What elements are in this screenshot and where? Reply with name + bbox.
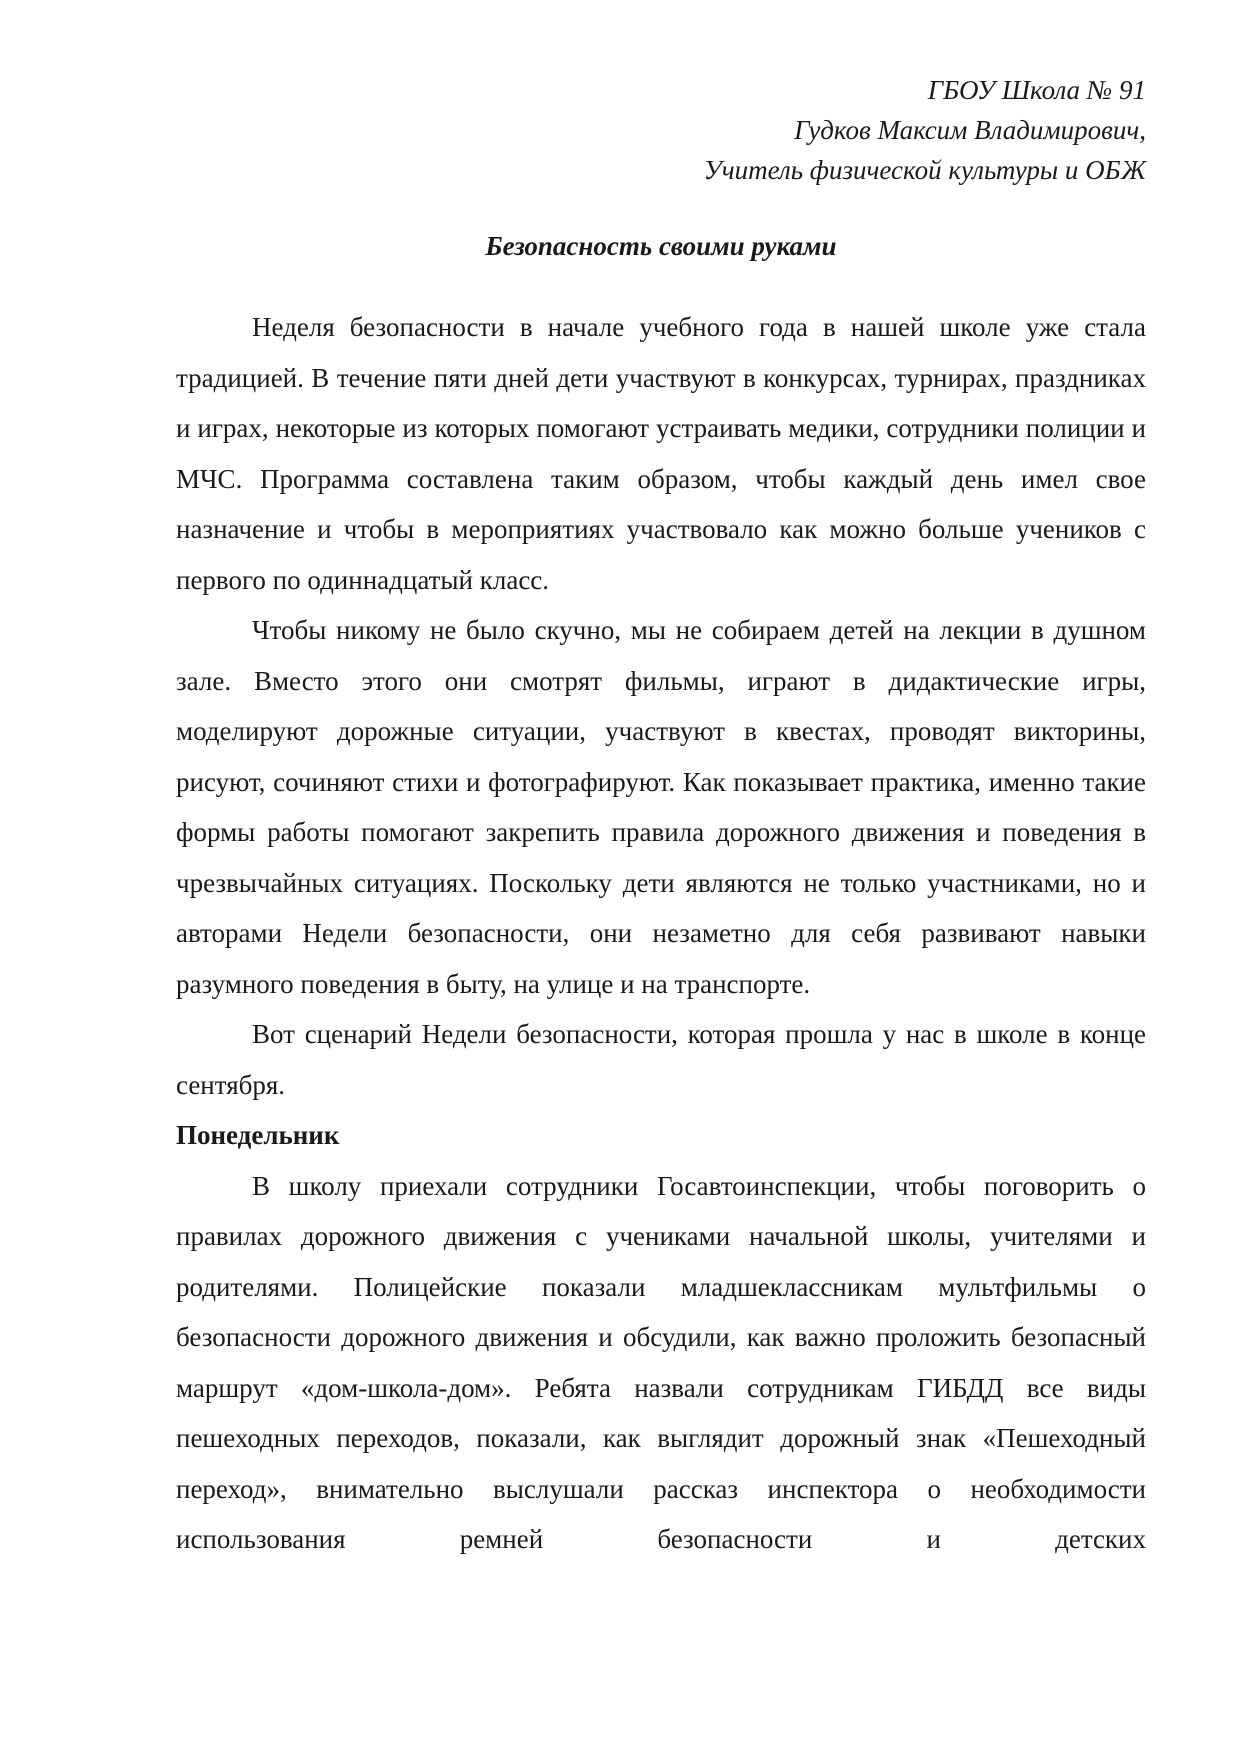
paragraph-monday: В школу приехали сотрудники Госавтоинспекции, чтобы поговорить о правилах дорожного движения с учениками начальной школы, учителями и родителями. Полицейские показали младшеклассникам мультфильмы о безопасности дорожного движения и обсудили, как важно проложить безопасный маршрут «дом-школа-дом». Ребята назвали сотрудникам ГИБДД все виды пешеходных переходов, показали, как выглядит дорожный знак «Пешеходный переход», внимательно выслушали рассказ инспектора о необходимости использования ремней безопасности и детских (176, 1170, 1146, 1554)
paragraph-intro: Неделя безопасности в начале учебного года в нашей школе уже стала традицией. В течение пяти дней дети участвуют в конкурсах, турнирах, праздниках и играх, некоторые из которых помогают устраивать медики, сотрудники полиции и МЧС. Программа составлена таким образом, чтобы каждый день имел свое назначение и чтобы в мероприятиях участвовало как можно больше учеников с первого по одиннадцатый класс. (176, 312, 1146, 595)
author-name: Гудков Максим Владимирович, (794, 115, 1146, 145)
section-heading-monday: Понедельник (176, 1120, 340, 1150)
author-position: Учитель физической культуры и ОБЖ (703, 155, 1146, 185)
school-name: ГБОУ Школа № 91 (927, 75, 1146, 105)
document-body (176, 302, 1146, 1565)
paragraph-approach: Чтобы никому не было скучно, мы не собираем детей на лекции в душном зале. Вместо этого они смотрят фильмы, играют в дидактические игры, моделируют дорожные ситуации, участвуют в квестах, проводят викторины, рисуют, сочиняют стихи и фотографируют. Как показывает практика, именно такие формы работы помогают закрепить правила дорожного движения и поведения в чрезвычайных ситуациях. Поскольку дети являются не только участниками, но и авторами Недели безопасности, они незаметно для себя развивают навыки разумного поведения в быту, на улице и на транспорте. (176, 615, 1146, 999)
author-block (446, 70, 1146, 190)
paragraph-scenario-intro: Вот сценарий Недели безопасности, которая прошла у нас в школе в конце сентября. (176, 1019, 1146, 1100)
document-title: Безопасность своими руками (485, 231, 837, 261)
